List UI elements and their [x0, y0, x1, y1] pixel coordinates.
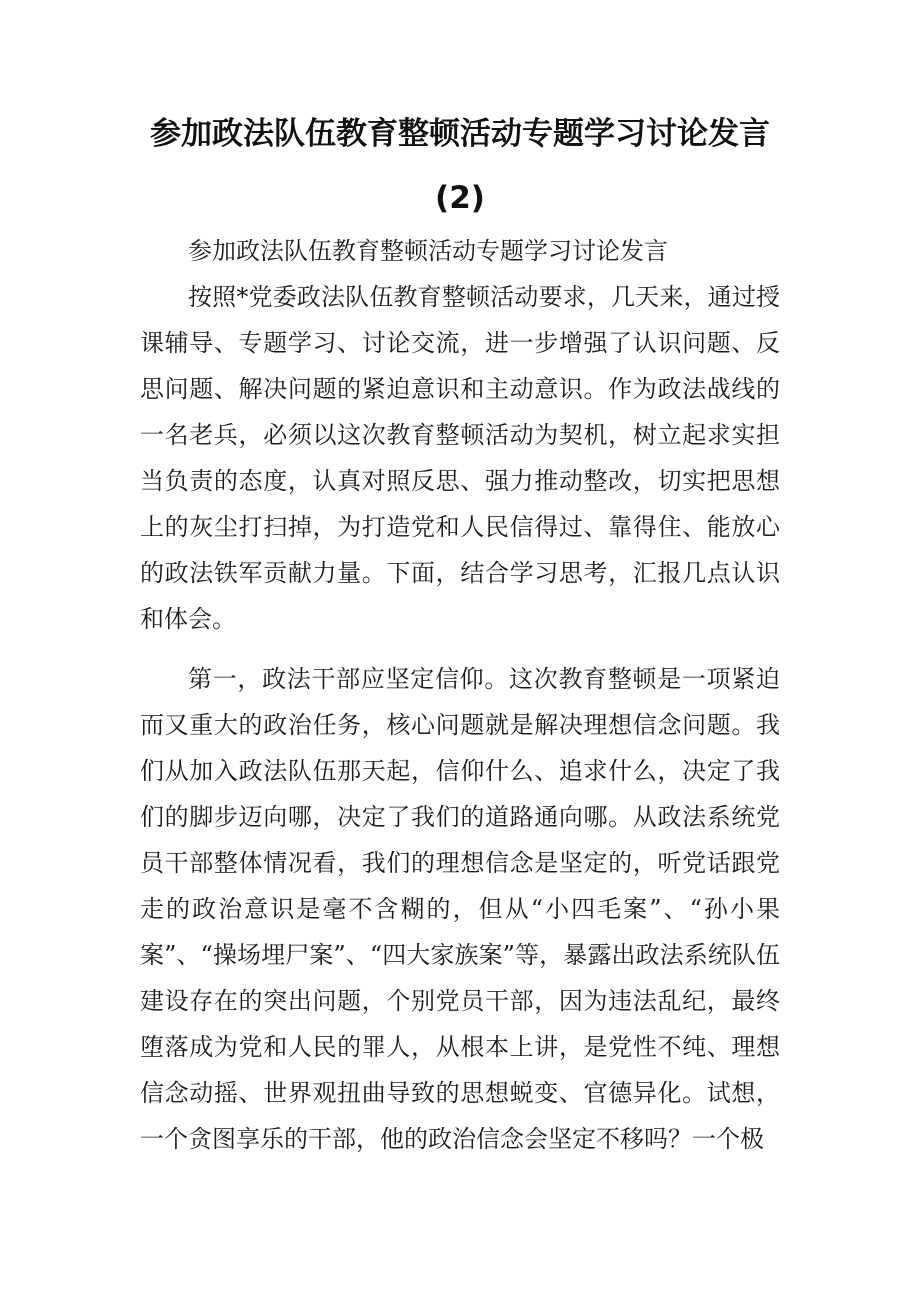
- paragraph-first-point: 第一，政法干部应坚定信仰。这次教育整顿是一项紧迫而又重大的政治任务，核心问题就是解决理想信念问题。我们从加入政法队伍那天起，信仰什么、追求什么，决定了我们的脚步迈向哪，决定了我们的道路通向哪。从政法系统党员干部整体情况看，我们的理想信念是坚定的，听党话跟党走的政治意识是毫不含糊的，但从“小四毛案”、“孙小果案”、“操场埋尸案”、“四大家族案”等，暴露出政法系统队伍建设存在的突出问题，个别党员干部，因为违法乱纪，最终堕落成为党和人民的罪人，从根本上讲，是党性不纯、理想信念动摇、世界观扭曲导致的思想蜕变、官德异化。试想，一个贪图享乐的干部，他的政治信念会坚定不移吗？一个极: [140, 665, 780, 1153]
- document-title: 参加政法队伍教育整顿活动专题学习讨论发言 (2): [150, 116, 770, 216]
- paragraph-intro: 按照*党委政法队伍教育整顿活动要求，几天来，通过授课辅导、专题学习、讨论交流，进一步增强了认识问题、反思问题、解决问题的紧迫意识和主动意识。作为政法战线的一名老兵，必须以这次教育整顿活动为契机，树立起求实担当负责的态度，认真对照反思、强力推动整改，切实把思想上的灰尘打扫掉，为打造党和人民信得过、靠得住、能放心的政法铁军贡献力量。下面，结合学习思考，汇报几点认识和体会。: [140, 283, 780, 633]
- document-body: [140, 228, 780, 1162]
- document-subtitle: 参加政法队伍教育整顿活动专题学习讨论发言: [188, 237, 668, 265]
